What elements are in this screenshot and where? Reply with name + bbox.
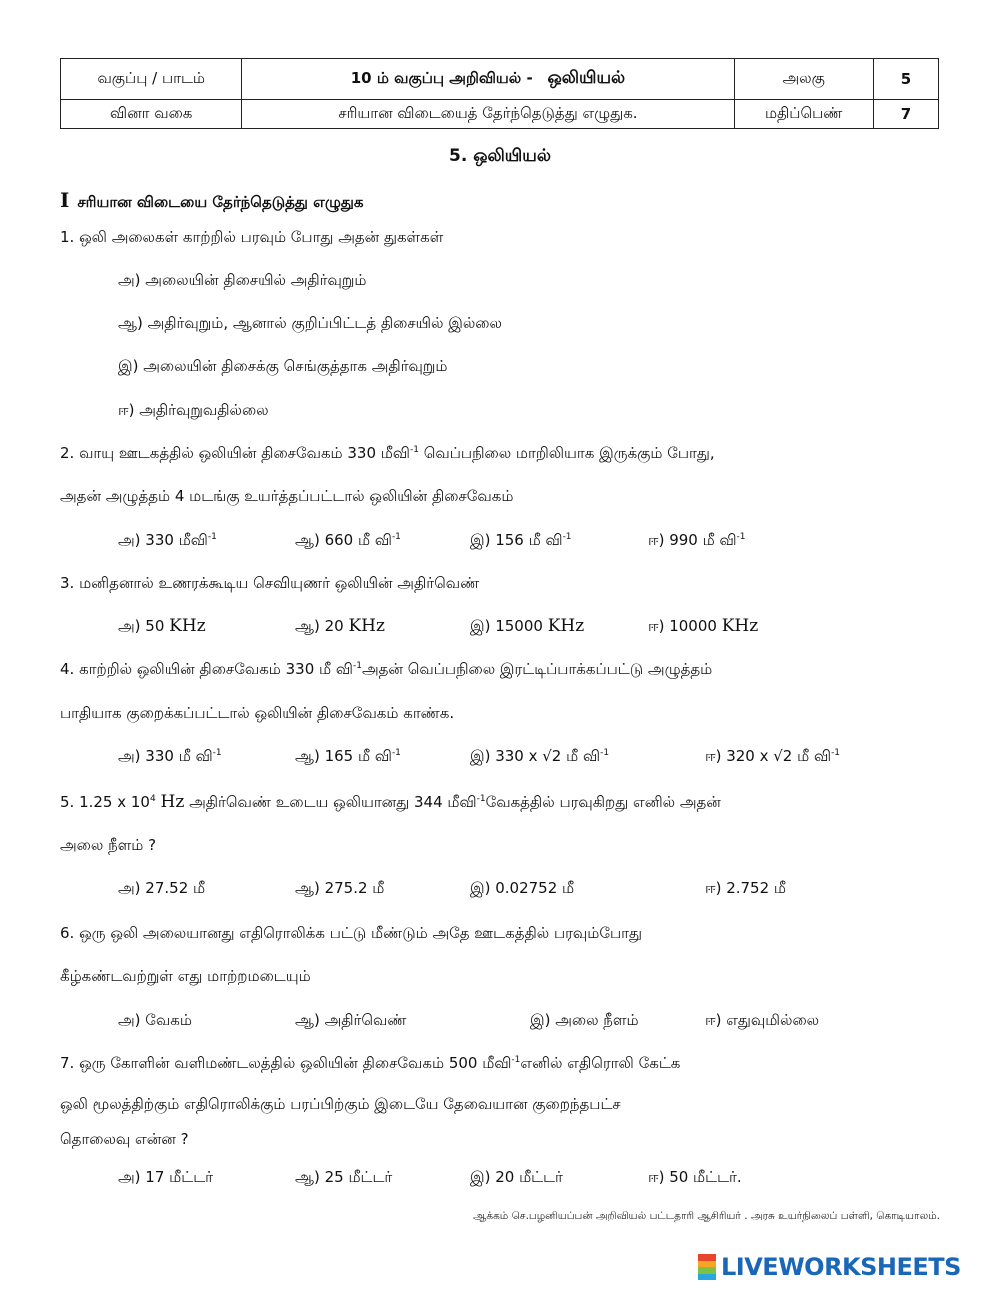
class-text: 10 ம் வகுப்பு அறிவியல் -: [350, 69, 533, 87]
q2-option-a-sup: -1: [207, 532, 217, 542]
q2-option-a-text: அ) 330 மீவி: [118, 531, 208, 549]
marks-value: 7: [873, 100, 938, 129]
question-7-line-2: ஒலி மூலத்திற்கும் எதிரொலிக்கும் பரப்பிற்கும் இடையே தேவையான குறைந்தபட்ச: [60, 1095, 621, 1113]
question-6-line-2: கீழ்கண்டவற்றுள் எது மாற்றமடையும்: [60, 967, 311, 985]
question-6-line-1: 6. ஒரு ஒலி அலையானது எதிரொலிக்க பட்டு மீண்டும் அதே ஊடகத்தில் பரவும்போது: [60, 924, 642, 942]
class-subject-label: வகுப்பு / பாடம்: [61, 59, 242, 100]
q4-text-a: 4. காற்றில் ஒலியின் திசைவேகம் 330 மீ வி: [60, 660, 353, 678]
q6-option-d[interactable]: ஈ) எதுவுமில்லை: [705, 1011, 820, 1029]
q4-sup: -1: [352, 661, 362, 671]
q3-option-b-unit: KHz: [348, 616, 385, 636]
q2-option-d-sup: -1: [736, 532, 746, 542]
q5-option-b[interactable]: ஆ) 275.2 மீ: [295, 879, 385, 897]
q4-option-c-sup: -1: [600, 748, 610, 758]
question-type-value: சரியான விடையைத் தேர்ந்தெடுத்து எழுதுக.: [242, 100, 734, 129]
q5-text-a: 5. 1.25 x 10: [60, 793, 150, 811]
q3-option-b-text: ஆ) 20: [295, 617, 344, 635]
unit-value: 5: [873, 59, 938, 100]
q6-option-a[interactable]: அ) வேகம்: [118, 1011, 192, 1029]
q3-option-a-unit: KHz: [169, 616, 206, 636]
lesson-name: ஒலியியல்: [547, 68, 626, 88]
q3-option-d-unit: KHz: [721, 616, 759, 636]
page-title: 5. ஒலியியல்: [449, 146, 551, 166]
q3-option-d-text: ஈ) 10000: [648, 617, 717, 635]
q3-option-c-text: இ) 15000: [470, 617, 543, 635]
unit-label: அலகு: [734, 59, 873, 100]
question-5-line-2: அலை நீளம் ?: [60, 836, 157, 854]
question-4-line-2: பாதியாக குறைக்கப்பட்டால் ஒலியின் திசைவேகம் காண்க.: [60, 704, 455, 722]
question-7-line-1: [60, 1054, 680, 1074]
q4-option-a-text: அ) 330 மீ வி: [118, 747, 213, 765]
q7-option-b[interactable]: ஆ) 25 மீட்டர்: [295, 1168, 393, 1186]
question-2-line-1: [60, 444, 715, 464]
q2-text-a: 2. வாயு ஊடகத்தில் ஒலியின் திசைவேகம் 330 மீவி: [60, 444, 410, 462]
header-table: [60, 58, 939, 129]
q7-sup: -1: [511, 1055, 521, 1065]
q3-option-c[interactable]: [470, 616, 584, 637]
q1-option-d[interactable]: ஈ) அதிர்வுறுவதில்லை: [118, 401, 269, 419]
section-heading: [60, 188, 363, 213]
q1-option-a[interactable]: அ) அலையின் திசையில் அதிர்வுறும்: [118, 271, 367, 289]
q2-option-c-text: இ) 156 மீ வி: [470, 531, 563, 549]
q5-option-c[interactable]: இ) 0.02752 மீ: [470, 879, 575, 897]
q2-option-a[interactable]: [118, 531, 217, 551]
q4-option-b[interactable]: [295, 747, 401, 767]
q4-option-c[interactable]: [470, 747, 609, 767]
logo-text: LIVEWORKSHEETS: [721, 1253, 961, 1281]
q2-option-c-sup: -1: [562, 532, 572, 542]
question-4-line-1: [60, 660, 712, 680]
marks-label: மதிப்பெண்: [734, 100, 873, 129]
q7-option-c[interactable]: இ) 20 மீட்டர்: [470, 1168, 563, 1186]
q1-option-c[interactable]: இ) அலையின் திசைக்கு செங்குத்தாக அதிர்வுறும்: [118, 357, 448, 375]
q2-sup: -1: [409, 445, 419, 455]
logo-mark-icon: [698, 1254, 716, 1280]
q2-option-b-text: ஆ) 660 மீ வி: [295, 531, 392, 549]
q2-text-b: வெப்பநிலை மாறிலியாக இருக்கும் போது,: [423, 444, 715, 462]
author-credit: ஆக்கம் செ.பழனியப்பன் அறிவியல் பட்டதாரி ஆசிரியர் . அரசு உயர்நிலைப் பள்ளி, கொடியாலம்.: [473, 1210, 940, 1222]
question-3-text: 3. மனிதனால் உணரக்கூடிய செவியுணர் ஒலியின் அதிர்வெண்: [60, 574, 480, 592]
question-5-line-1: [60, 792, 721, 813]
q2-option-c[interactable]: [470, 531, 572, 551]
q5-option-d[interactable]: ஈ) 2.752 மீ: [705, 879, 787, 897]
q3-option-a[interactable]: [118, 616, 206, 637]
q3-option-c-unit: KHz: [547, 616, 585, 636]
q3-option-b[interactable]: [295, 616, 385, 637]
liveworksheets-logo[interactable]: [698, 1254, 961, 1280]
question-7-line-3: தொலைவு என்ன ?: [60, 1130, 189, 1148]
q7-text-b: எனில் எதிரொலி கேட்க: [520, 1054, 681, 1072]
q5-unit: Hz: [160, 792, 185, 812]
q1-option-b[interactable]: ஆ) அதிர்வுறும், ஆனால் குறிப்பிட்டத் திசையில் இல்லை: [118, 314, 502, 332]
q2-option-d[interactable]: [648, 531, 746, 551]
section-numeral: I: [60, 188, 70, 212]
q4-option-a-sup: -1: [212, 748, 222, 758]
question-2-line-2: அதன் அழுத்தம் 4 மடங்கு உயர்த்தப்பட்டால் ஒலியின் திசைவேகம்: [60, 487, 514, 505]
q5-exp: 4: [149, 794, 156, 804]
q5-text-b: அதிர்வெண் உடைய ஒலியானது 344 மீவி: [189, 793, 477, 811]
section-text: சரியான விடையை தேர்ந்தெடுத்து எழுதுக: [77, 193, 364, 211]
q6-option-b[interactable]: ஆ) அதிர்வெண்: [295, 1011, 407, 1029]
q4-option-d-text: ஈ) 320 x √2 மீ வி: [705, 747, 832, 765]
q4-option-b-sup: -1: [391, 748, 401, 758]
q4-option-c-text: இ) 330 x √2 மீ வி: [470, 747, 601, 765]
q4-option-d[interactable]: [705, 747, 840, 767]
q6-option-c[interactable]: இ) அலை நீளம்: [530, 1011, 639, 1029]
q4-option-d-sup: -1: [831, 748, 841, 758]
q3-option-d[interactable]: [648, 616, 758, 637]
question-type-label: வினா வகை: [61, 100, 242, 129]
q4-option-a[interactable]: [118, 747, 222, 767]
q5-option-a[interactable]: அ) 27.52 மீ: [118, 879, 206, 897]
q5-text-c: வேகத்தில் பரவுகிறது எனில் அதன்: [485, 793, 721, 811]
q7-text-a: 7. ஒரு கோளின் வளிமண்டலத்தில் ஒலியின் திசைவேகம் 500 மீவி: [60, 1054, 512, 1072]
q4-text-b: அதன் வெப்பநிலை இரட்டிப்பாக்கப்பட்டு அழுத்தம்: [361, 660, 713, 678]
q7-option-a[interactable]: அ) 17 மீட்டர்: [118, 1168, 213, 1186]
q4-option-b-text: ஆ) 165 மீ வி: [295, 747, 392, 765]
q2-option-d-text: ஈ) 990 மீ வி: [648, 531, 737, 549]
q2-option-b-sup: -1: [391, 532, 401, 542]
q7-option-d[interactable]: ஈ) 50 மீட்டர்.: [648, 1168, 742, 1186]
class-subject-value: [242, 59, 734, 100]
q5-sup: -1: [476, 794, 486, 804]
q2-option-b[interactable]: [295, 531, 401, 551]
question-1-text: 1. ஒலி அலைகள் காற்றில் பரவும் போது அதன் துகள்கள்: [60, 228, 444, 246]
q3-option-a-text: அ) 50: [118, 617, 165, 635]
